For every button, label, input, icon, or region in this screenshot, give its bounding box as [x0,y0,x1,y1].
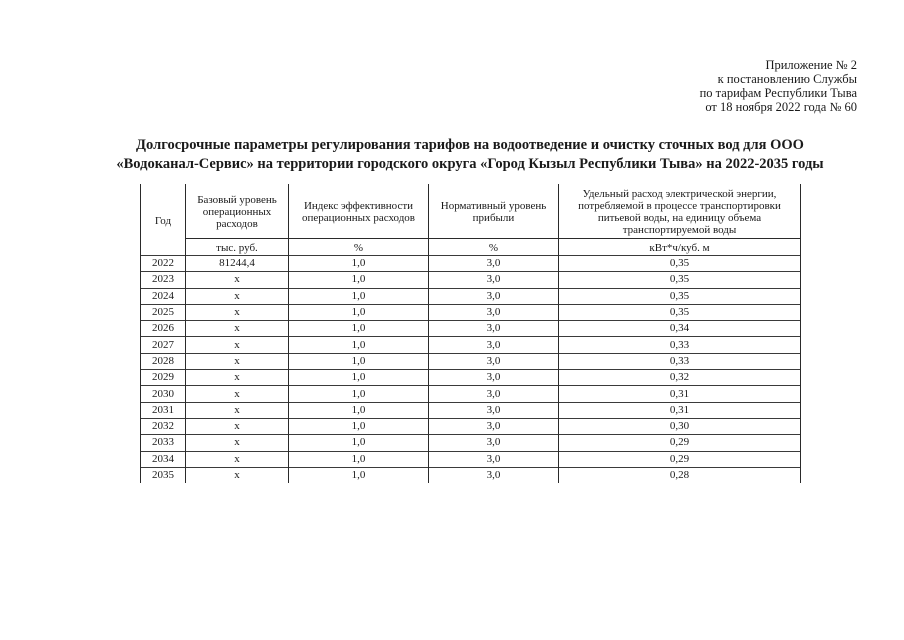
table-row [141,451,801,467]
unit-base: тыс. руб. [186,239,289,256]
table-row [141,386,801,402]
cell-year: 2027 [141,337,186,353]
cell-energy: 0,32 [559,370,801,386]
cell-base: 81244,4 [186,256,289,272]
cell-index: 1,0 [289,288,429,304]
cell-year: 2026 [141,321,186,337]
cell-energy: 0,35 [559,288,801,304]
document-title [90,136,850,174]
cell-index: 1,0 [289,337,429,353]
cell-profit: 3,0 [429,337,559,353]
cell-energy: 0,34 [559,321,801,337]
table-row [141,321,801,337]
cell-index: 1,0 [289,321,429,337]
cell-profit: 3,0 [429,353,559,369]
parameters-table [140,184,801,483]
cell-energy: 0,29 [559,451,801,467]
cell-energy: 0,31 [559,386,801,402]
cell-energy: 0,30 [559,418,801,434]
cell-year: 2034 [141,451,186,467]
header-index: Индекс эффективности операционных расходов [289,184,429,239]
table-header-row [141,184,801,239]
cell-year: 2023 [141,272,186,288]
cell-profit: 3,0 [429,272,559,288]
cell-index: 1,0 [289,304,429,320]
cell-energy: 0,31 [559,402,801,418]
cell-base: х [186,288,289,304]
cell-base: х [186,353,289,369]
cell-base: х [186,321,289,337]
cell-base: х [186,337,289,353]
cell-energy: 0,33 [559,337,801,353]
cell-index: 1,0 [289,386,429,402]
unit-energy: кВт*ч/куб. м [559,239,801,256]
cell-base: х [186,451,289,467]
table-row [141,402,801,418]
header-profit: Нормативный уровень прибыли [429,184,559,239]
cell-index: 1,0 [289,451,429,467]
cell-year: 2025 [141,304,186,320]
cell-base: х [186,402,289,418]
appendix-line: от 18 ноября 2022 года № 60 [705,100,857,114]
table-row [141,272,801,288]
table-row [141,337,801,353]
cell-index: 1,0 [289,272,429,288]
cell-year: 2028 [141,353,186,369]
cell-year: 2031 [141,402,186,418]
header-energy: Удельный расход электрической энергии, потребляемой в процессе транспортировки питьевой воды, на единицу объема транспортируемой воды [559,184,801,239]
cell-base: х [186,467,289,483]
table-row [141,256,801,272]
table-row [141,288,801,304]
table-row [141,370,801,386]
cell-profit: 3,0 [429,467,559,483]
title-line: Долгосрочные параметры регулирования тарифов на водоотведение и очистку сточных вод для ООО [136,137,804,153]
unit-profit: % [429,239,559,256]
header-base: Базовый уровень операционных расходов [186,184,289,239]
cell-year: 2029 [141,370,186,386]
cell-base: х [186,435,289,451]
cell-index: 1,0 [289,467,429,483]
table-units-row [141,239,801,256]
cell-index: 1,0 [289,256,429,272]
unit-index: % [289,239,429,256]
cell-energy: 0,35 [559,304,801,320]
cell-base: х [186,304,289,320]
cell-profit: 3,0 [429,370,559,386]
cell-index: 1,0 [289,435,429,451]
cell-profit: 3,0 [429,386,559,402]
appendix-line: по тарифам Республики Тыва [699,86,857,100]
cell-energy: 0,29 [559,435,801,451]
cell-year: 2022 [141,256,186,272]
cell-base: х [186,272,289,288]
cell-profit: 3,0 [429,402,559,418]
table-row [141,467,801,483]
appendix-line: Приложение № 2 [765,58,857,72]
table-body [141,256,801,484]
cell-base: х [186,370,289,386]
cell-profit: 3,0 [429,321,559,337]
table-row [141,435,801,451]
appendix-line: к постановлению Службы [717,72,857,86]
cell-index: 1,0 [289,353,429,369]
cell-profit: 3,0 [429,418,559,434]
cell-profit: 3,0 [429,451,559,467]
cell-year: 2033 [141,435,186,451]
cell-year: 2024 [141,288,186,304]
appendix-block [700,58,857,114]
cell-profit: 3,0 [429,288,559,304]
cell-year: 2035 [141,467,186,483]
cell-index: 1,0 [289,418,429,434]
table-row [141,304,801,320]
cell-index: 1,0 [289,370,429,386]
cell-year: 2030 [141,386,186,402]
title-line: «Водоканал-Сервис» на территории городского округа «Город Кызыл Республики Тыва» на 2022-2035 годы [116,156,824,172]
cell-base: х [186,418,289,434]
cell-energy: 0,35 [559,272,801,288]
cell-base: х [186,386,289,402]
table-row [141,418,801,434]
cell-profit: 3,0 [429,435,559,451]
cell-index: 1,0 [289,402,429,418]
table-row [141,353,801,369]
cell-year: 2032 [141,418,186,434]
cell-profit: 3,0 [429,256,559,272]
cell-energy: 0,28 [559,467,801,483]
cell-energy: 0,35 [559,256,801,272]
cell-energy: 0,33 [559,353,801,369]
header-year: Год [141,184,186,256]
cell-profit: 3,0 [429,304,559,320]
